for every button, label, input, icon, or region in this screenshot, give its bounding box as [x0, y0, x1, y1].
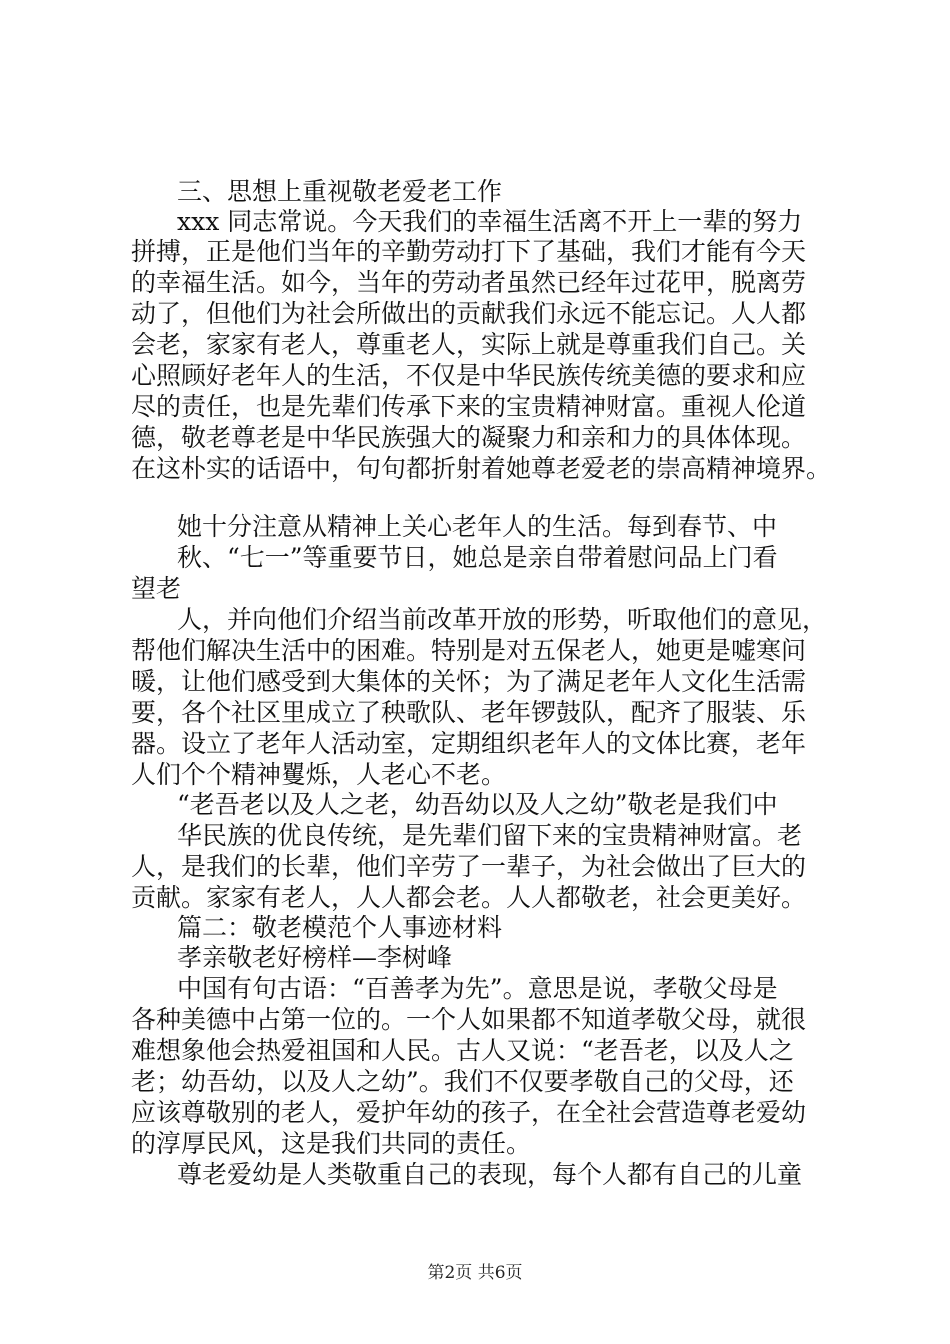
page-number-footer: 第2页 共6页 — [427, 1263, 523, 1283]
text-line: 她十分注意从精神上关心老年人的生活。每到春节、中 — [177, 512, 778, 541]
text-line: 华民族的优良传统，是先辈们留下来的宝贵精神财富。老 — [177, 821, 803, 850]
text-line: 应该尊敬别的老人，爱护年幼的孩子，在全社会营造尊老爱幼 — [131, 1098, 807, 1127]
article-title: 孝亲敬老好榜样—李树峰 — [177, 943, 453, 972]
text-line: 尽的责任，也是先辈们传承下来的宝贵精神财富。重视人伦道 — [131, 392, 807, 421]
text-line: 难想象他会热爱祖国和人民。古人又说：“老吾老，以及人之 — [131, 1036, 794, 1065]
text-line: 望老 — [131, 574, 182, 603]
text-line: 在这朴实的话语中，句句都折射着她尊老爱老的崇高精神境界。 — [131, 454, 832, 483]
text-line: 暖，让他们感受到大集体的关怀；为了满足老年人文化生活需 — [131, 667, 807, 696]
text-line: 的淳厚民风，这是我们共同的责任。 — [131, 1129, 532, 1158]
text-line: 器。设立了老年人活动室，定期组织老年人的文体比赛，老年 — [131, 729, 807, 758]
text-line: 要，各个社区里成立了秧歌队、老年锣鼓队，配齐了服装、乐 — [131, 698, 807, 727]
text-line: 中国有句古语：“百善孝为先”。意思是说，孝敬父母是 — [177, 974, 778, 1003]
text-line: 各种美德中占第一位的。一个人如果都不知道孝敬父母，就很 — [131, 1005, 807, 1034]
text-line: 帮他们解决生活中的困难。特别是对五保老人，她更是嘘寒问 — [131, 636, 807, 665]
text-line: 动了，但他们为社会所做出的贡献我们永远不能忘记。人人都 — [131, 299, 807, 328]
text-line: 秋、“七一”等重要节日，她总是亲自带着慰问品上门看 — [177, 543, 778, 572]
text-line: 心照顾好老年人的生活，不仅是中华民族传统美德的要求和应 — [131, 361, 807, 390]
text-line: 拼搏，正是他们当年的辛勤劳动打下了基础，我们才能有今天 — [131, 237, 807, 266]
text-line: 人们个个精神矍烁，人老心不老。 — [131, 760, 507, 789]
text-line: 人，是我们的长辈，他们辛劳了一辈子，为社会做出了巨大的 — [131, 852, 807, 881]
text-line: “老吾老以及人之老，幼吾幼以及人之幼”敬老是我们中 — [177, 790, 778, 819]
chapter-heading: 篇二：敬老模范个人事迹材料 — [177, 913, 503, 942]
text-line: 德，敬老尊老是中华民族强大的凝聚力和亲和力的具体体现。 — [131, 423, 807, 452]
section-heading: 三、思想上重视敬老爱老工作 — [177, 177, 503, 206]
text-line: 的幸福生活。如今，当年的劳动者虽然已经年过花甲，脱离劳 — [131, 268, 807, 297]
text-line: 老；幼吾幼，以及人之幼”。我们不仅要孝敬自己的父母，还 — [131, 1067, 794, 1096]
text-line: xxx 同志常说。今天我们的幸福生活离不开上一辈的努力 — [177, 207, 803, 236]
text-line: 会老，家家有老人，尊重老人，实际上就是尊重我们自己。关 — [131, 330, 807, 359]
text-line: 人，并向他们介绍当前改革开放的形势，听取他们的意见， — [177, 605, 828, 634]
text-line: 尊老爱幼是人类敬重自己的表现，每个人都有自己的儿童 — [177, 1160, 803, 1189]
text-line: 贡献。家家有老人，人人都会老。人人都敬老，社会更美好。 — [131, 883, 807, 912]
